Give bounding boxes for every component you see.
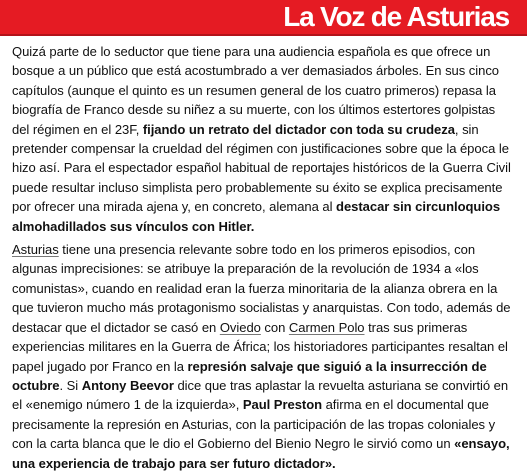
paragraph-text: tiene una presencia relevante sobre todo en los primeros episodios, con algunas imprecisiones: se atribuye la preparación de la revolución de 1934 a «los comunistas», cuando en realidad eran la fuerza minoritaria de la alianza obrera en la que tuvieron mucho más protagonismo socialistas y anarquistas. Con todo, además de destacar que el dictador se casó en (12, 242, 511, 335)
link-oviedo[interactable]: Oviedo (219, 319, 261, 335)
link-asturias[interactable]: Asturias (12, 242, 59, 258)
masthead (0, 0, 527, 36)
highlight-text: represión salvaje que siguió a la insurrección de octubre (12, 358, 487, 393)
highlight-text: destacar sin circunloquios almohadillados sus vínculos con Hitler. (12, 199, 501, 234)
article-paragraph-1 (12, 42, 515, 236)
highlight-text: Antony Beevor (81, 377, 174, 393)
paragraph-text: , sin pretender compensar la crueldad del régimen con justificaciones sobre que la época le hizo así. Para el espectador español habitual de reportajes históricos de la Guerra Civil puede resultar incluso simplista pero probablemente su éxito se explica precisamente por ofrecer una mirada ajena y, en concreto, alemana al (12, 121, 511, 215)
highlight-text: Paul Preston (242, 397, 323, 413)
site-logo[interactable]: La Voz de Asturias (283, 1, 509, 32)
article-paragraph-2 (12, 240, 515, 473)
highlight-text: fijando un retrato del dictador con toda su crudeza (142, 121, 455, 137)
highlight-text: «ensayo, una experiencia de trabajo para ser futuro dictador». (12, 436, 510, 471)
article-body (0, 36, 527, 473)
paragraph-text: afirma en el documental que precisamente la represión en Asturias, con la participación de las tropas coloniales y con la carta blanca que le dio el Gobierno del Bienio Negro le sirvió como un (12, 397, 496, 452)
paragraph-text: tras sus primeras experiencias militares en la Guerra de África; los historiadores participantes resaltan el papel jugado por Franco en la (12, 319, 508, 374)
paragraph-text: Quizá parte de lo seductor que tiene para una audiencia española es que ofrece un bosque a un público que está acostumbrado a ver demasiados árboles. En sus cinco capítulos (aunque el quinto es un resumen general de los cuatro primeros) repasa la biografía de Franco desde su niñez a su muerte, con los últimos estertores golpistas del régimen en el 23F, (12, 44, 500, 137)
paragraph-text: con (260, 319, 289, 335)
paragraph-text: dice que tras aplastar la revuelta asturiana se convirtió en el «enemigo número 1 de la izquierda», (12, 377, 509, 413)
link-carmen-polo[interactable]: Carmen Polo (288, 319, 365, 335)
paragraph-text: . Si (59, 377, 82, 393)
